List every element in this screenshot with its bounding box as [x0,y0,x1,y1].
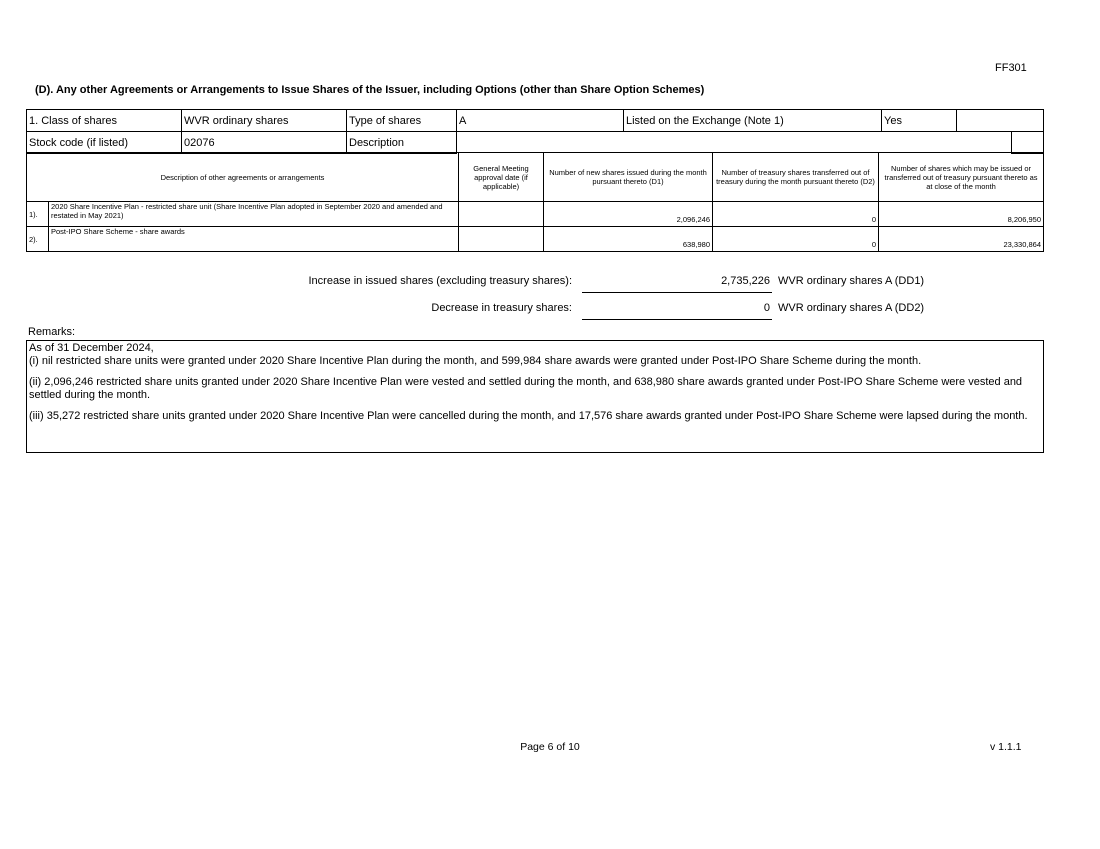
header-gm-date: General Meeting approval date (if applicable) [459,153,544,202]
type-value: A [457,110,624,132]
page-number: Page 6 of 10 [520,741,580,753]
row-description: 2020 Share Incentive Plan - restricted share unit (Share Incentive Plan adopted in September 2020 and amended and restated in May 2021) [49,202,459,227]
remarks-date-line: As of 31 December 2024, [29,342,154,354]
row-d1: 2,096,246 [544,202,713,227]
decrease-value: 0 [763,302,770,314]
decrease-label: Decrease in treasury shares: [431,302,572,314]
listed-extra-cell [957,110,1044,132]
header-description: Description of other agreements or arrangements [27,153,459,202]
row-number: 1). [27,202,49,227]
table-row [27,227,1044,252]
class-value: WVR ordinary shares [182,110,347,132]
row-number: 2). [27,227,49,252]
remarks-item-3: (iii) 35,272 restricted share units granted under 2020 Share Incentive Plan were cancelled during the month, and 17,576 share awards granted under Post-IPO Share Scheme were lapsed during the month. [29,410,1028,422]
row-d2: 0 [713,202,879,227]
arrangements-table [26,152,1044,252]
class-label: 1. Class of shares [27,110,182,132]
row-max: 23,330,864 [879,227,1044,252]
increase-value: 2,735,226 [721,275,770,287]
type-label: Type of shares [347,110,457,132]
header-max: Number of shares which may be issued or transferred out of treasury pursuant thereto as at close of the month [879,153,1044,202]
increase-underline [582,292,772,293]
remarks-box [26,340,1044,453]
row-gm-date [459,227,544,252]
remarks-label: Remarks: [28,326,76,338]
header-d2: Number of treasury shares transferred out of treasury during the month pursuant thereto (D2) [713,153,879,202]
form-code: FF301 [995,62,1027,74]
stock-code-label: Stock code (if listed) [27,132,182,154]
remarks-item-2: (ii) 2,096,246 restricted share units granted under 2020 Share Incentive Plan were vested and settled during the month, and 638,980 share awards granted under Post-IPO Share Scheme were vested and settled during the month. [29,376,1023,401]
row-d1: 638,980 [544,227,713,252]
decrease-underline [582,319,772,320]
decrease-unit: WVR ordinary shares A (DD2) [778,302,925,314]
row-d2: 0 [713,227,879,252]
listed-label: Listed on the Exchange (Note 1) [624,110,882,132]
listed-value: Yes [882,110,957,132]
version-label: v 1.1.1 [990,741,1022,753]
row-max: 8,206,950 [879,202,1044,227]
description-label: Description [347,132,457,154]
remarks-item-1: (i) nil restricted share units were granted under 2020 Share Incentive Plan during the month, and 599,984 share awards were granted under Post-IPO Share Scheme during the month. [29,355,922,367]
stock-code-value: 02076 [182,132,347,154]
increase-unit: WVR ordinary shares A (DD1) [778,275,925,287]
table-row [27,202,1044,227]
row-description: Post-IPO Share Scheme - share awards [49,227,459,252]
class-of-shares-table [26,109,1044,154]
description-extra-cell [1012,132,1044,154]
section-title: (D). Any other Agreements or Arrangements to Issue Shares of the Issuer, including Options (other than Share Option Schemes) [35,84,705,96]
increase-label: Increase in issued shares (excluding treasury shares): [308,275,572,287]
row-gm-date [459,202,544,227]
description-value [457,132,1012,154]
header-d1: Number of new shares issued during the month pursuant thereto (D1) [544,153,713,202]
